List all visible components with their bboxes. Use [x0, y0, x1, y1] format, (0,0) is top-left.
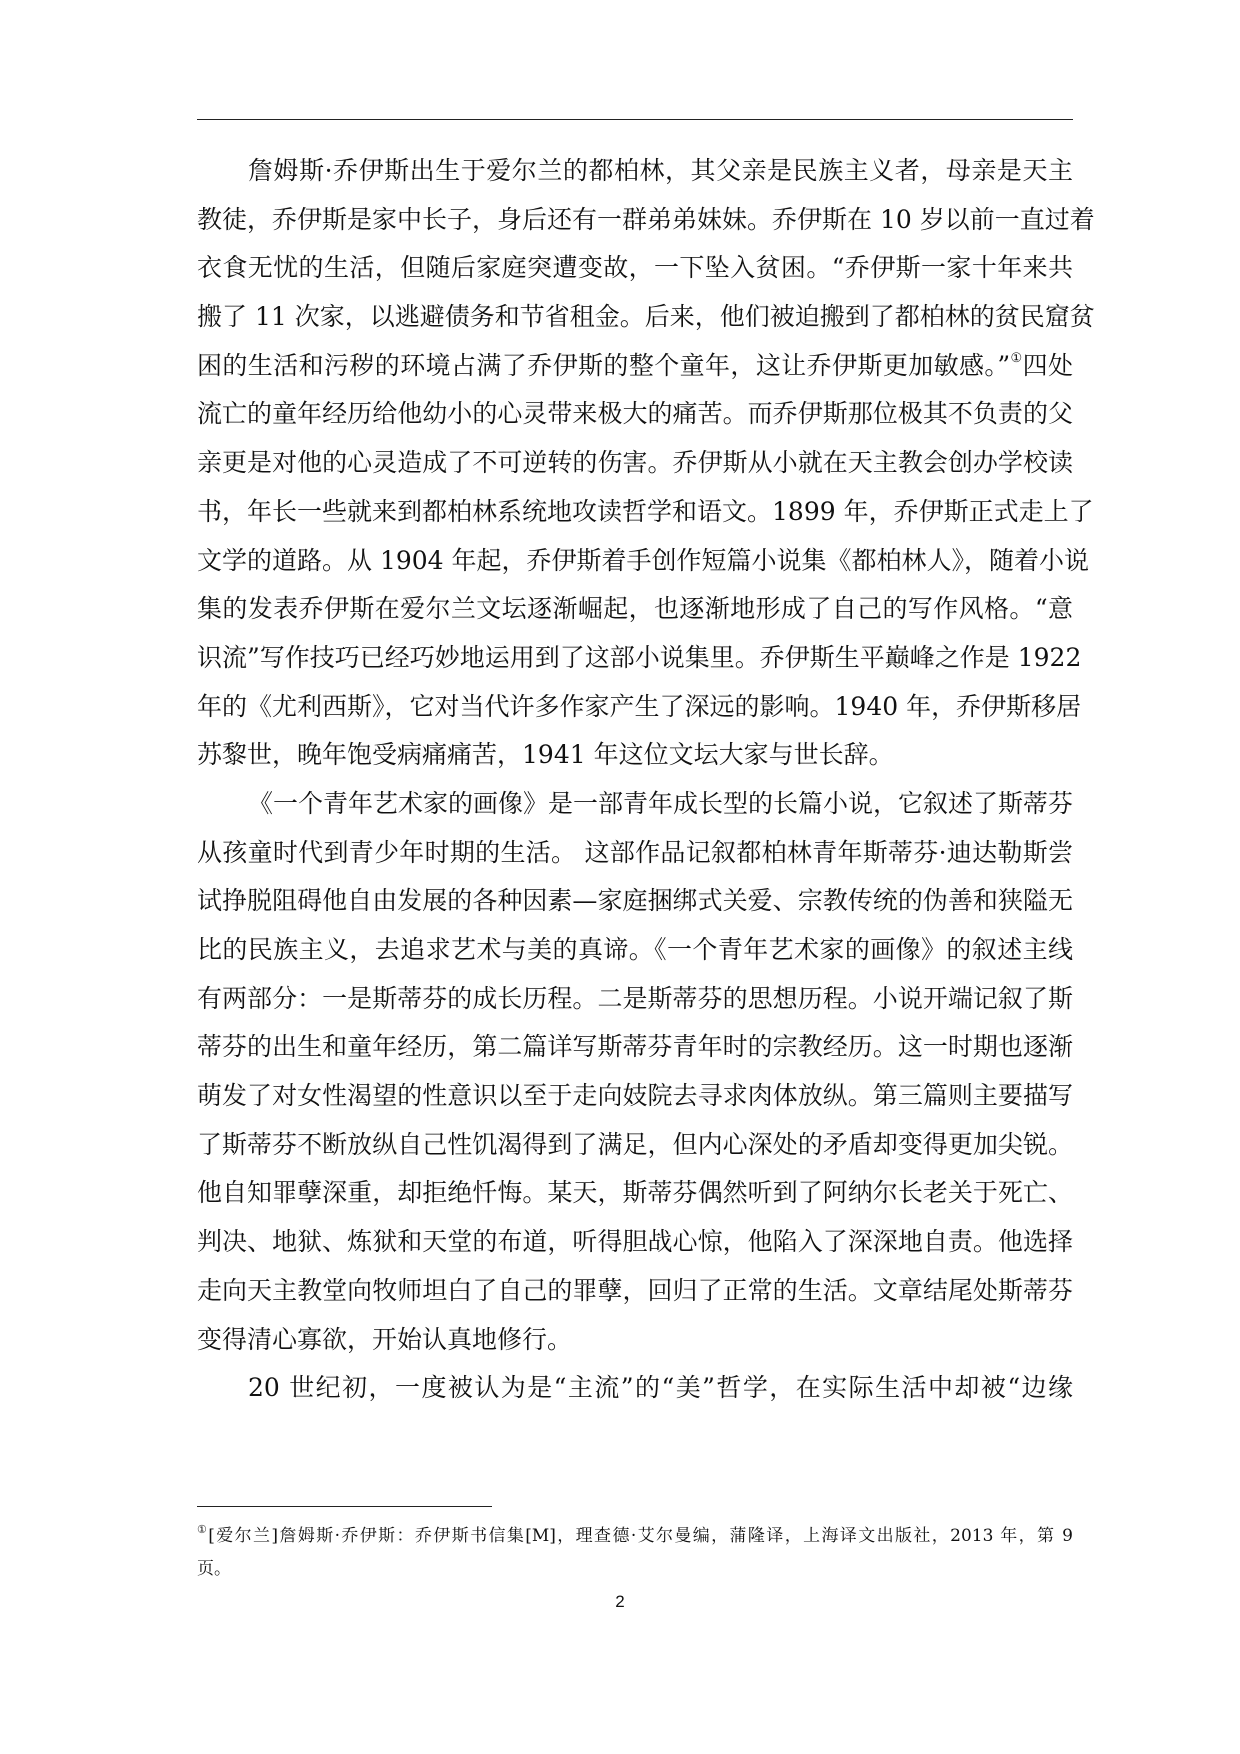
text-line: 蒂芬的出生和童年经历，第二篇详写斯蒂芬青年时的宗教经历。这一时期也逐渐 — [197, 1032, 1073, 1062]
text-segment: 困的生活和污秽的环境占满了乔伊斯的整个童年，这让乔伊斯更加敏感。” — [197, 350, 1011, 380]
text-line: 年的《尤利西斯》，它对当代许多作家产生了深远的影响。1940 年，乔伊斯移居 — [197, 691, 1082, 721]
text-line: 苏黎世，晚年饱受病痛痛苦，1941 年这位文坛大家与世长辞。 — [197, 740, 894, 770]
text-line: 变得清心寡欲，开始认真地修行。 — [197, 1324, 573, 1354]
footnote — [197, 1520, 1073, 1586]
text-line: 搬了 11 次家，以逃避债务和节省租金。后来，他们被迫搬到了都柏林的贫民窟贫 — [197, 302, 1095, 332]
text-line: 教徒，乔伊斯是家中长子，身后还有一群弟弟妹妹。乔伊斯在 10 岁以前一直过着 — [197, 204, 1095, 234]
text-line: 詹姆斯·乔伊斯出生于爱尔兰的都柏林，其父亲是民族主义者，母亲是天主 — [248, 156, 1073, 185]
text-line: 判决、地狱、炼狱和天堂的布道，听得胆战心惊，他陷入了深深地自责。他选择 — [197, 1227, 1073, 1257]
footnote-marker: ① — [197, 1523, 209, 1536]
page-number: 2 — [615, 1592, 625, 1611]
paragraph-20th-century — [197, 1364, 1073, 1413]
text-line: 识流”写作技巧已经巧妙地运用到了这部小说集里。乔伊斯生平巅峰之作是 1922 — [197, 642, 1082, 672]
text-line: 集的发表乔伊斯在爱尔兰文坛逐渐崛起，也逐渐地形成了自己的写作风格。“意 — [197, 594, 1073, 624]
footnote-line — [197, 1520, 1073, 1553]
text-line: 萌发了对女性渴望的性意识以至于走向妓院去寻求肉体放纵。第三篇则主要描写 — [197, 1081, 1073, 1111]
paragraph-joyce-bio — [197, 147, 1095, 780]
text-line: 走向天主教堂向牧师坦白了自己的罪孽，回归了正常的生活。文章结尾处斯蒂芬 — [197, 1275, 1073, 1305]
footnote-reference[interactable]: ① — [1010, 350, 1023, 366]
text-line: 文学的道路。从 1904 年起，乔伊斯着手创作短篇小说集《都柏林人》，随着小说 — [197, 545, 1090, 575]
footnote-separator — [197, 1506, 492, 1507]
text-line: 试挣脱阻碍他自由发展的各种因素—家庭捆绑式关爱、宗教传统的伪善和狭隘无 — [197, 886, 1073, 916]
text-line: 了斯蒂芬不断放纵自己性饥渴得到了满足，但内心深处的矛盾却变得更加尖锐。 — [197, 1129, 1073, 1159]
text-line — [197, 342, 1073, 391]
text-line: 《一个青年艺术家的画像》是一部青年成长型的长篇小说，它叙述了斯蒂芬 — [248, 788, 1074, 818]
footnote-line: 页。 — [197, 1559, 231, 1579]
text-line: 书，年长一些就来到都柏林系统地攻读哲学和语文。1899 年，乔伊斯正式走上了 — [197, 496, 1094, 526]
text-line: 20 世纪初，一度被认为是“主流”的“美”哲学，在实际生活中却被“边缘 — [248, 1373, 1073, 1403]
text-line: 他自知罪孽深重，却拒绝忏悔。某天，斯蒂芬偶然听到了阿纳尔长老关于死亡、 — [197, 1178, 1073, 1208]
body-text — [197, 147, 1095, 1413]
text-line: 比的民族主义，去追求艺术与美的真谛。《一个青年艺术家的画像》的叙述主线 — [197, 935, 1073, 964]
text-line: 从孩童时代到青少年时期的生活。 这部作品记叙都柏林青年斯蒂芬·迪达勒斯尝 — [197, 837, 1073, 867]
text-line: 有两部分：一是斯蒂芬的成长历程。二是斯蒂芬的思想历程。小说开端记叙了斯 — [197, 983, 1073, 1013]
text-line: 衣食无忧的生活，但随后家庭突遭变故，一下坠入贫困。“乔伊斯一家十年来共 — [197, 253, 1073, 283]
header-rule — [197, 119, 1073, 120]
footnote-text: [爱尔兰]詹姆斯·乔伊斯：乔伊斯书信集[M]，理查德·艾尔曼编，蒲隆译，上海译文出版社，2013 年，第 9 — [208, 1526, 1073, 1546]
paragraph-novel-summary — [197, 780, 1073, 1364]
text-segment: 四处 — [1022, 350, 1073, 380]
text-line: 亲更是对他的心灵造成了不可逆转的伤害。乔伊斯从小就在天主教会创办学校读 — [197, 448, 1073, 478]
text-line: 流亡的童年经历给他幼小的心灵带来极大的痛苦。而乔伊斯那位极其不负责的父 — [197, 399, 1073, 429]
